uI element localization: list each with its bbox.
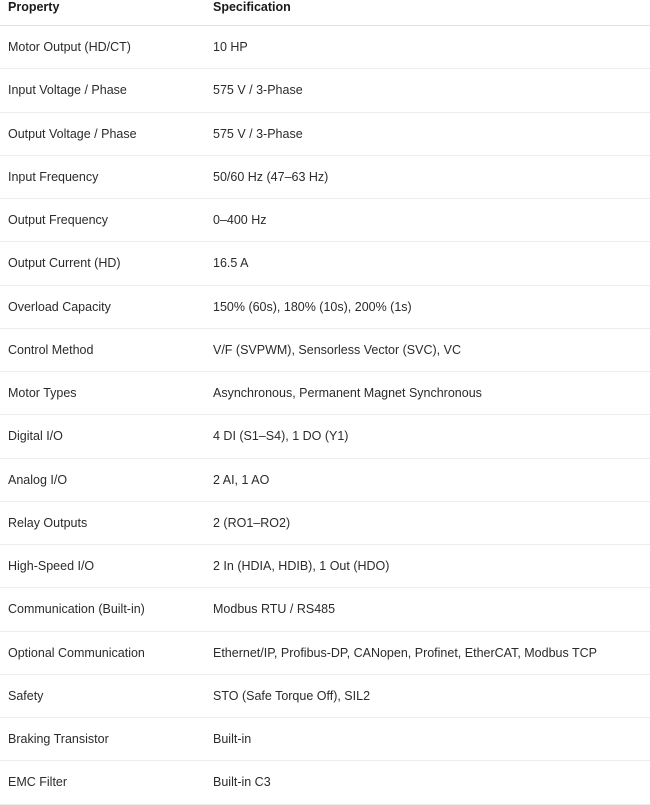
table-row (0, 631, 650, 674)
table-row (0, 26, 650, 69)
cell-property: EMC Filter (0, 761, 205, 804)
table-row (0, 588, 650, 631)
cell-specification: 2 In (HDIA, HDIB), 1 Out (HDO) (205, 545, 650, 588)
table-row (0, 501, 650, 544)
cell-property: Braking Transistor (0, 718, 205, 761)
cell-property: Digital I/O (0, 415, 205, 458)
cell-specification: 2 AI, 1 AO (205, 458, 650, 501)
table-row (0, 328, 650, 371)
table-row (0, 199, 650, 242)
cell-specification: Ethernet/IP, Profibus-DP, CANopen, Profinet, EtherCAT, Modbus TCP (205, 631, 650, 674)
table-row (0, 674, 650, 717)
table-header (0, 0, 650, 26)
column-header-specification: Specification (205, 0, 650, 26)
table-row (0, 285, 650, 328)
cell-specification: Asynchronous, Permanent Magnet Synchronous (205, 372, 650, 415)
cell-specification: Built-in C3 (205, 761, 650, 804)
table-row (0, 155, 650, 198)
cell-property: Relay Outputs (0, 501, 205, 544)
table-row (0, 718, 650, 761)
table-row (0, 545, 650, 588)
table-body (0, 26, 650, 805)
cell-property: High-Speed I/O (0, 545, 205, 588)
cell-property: Output Voltage / Phase (0, 112, 205, 155)
table-header-row (0, 0, 650, 26)
table-row (0, 415, 650, 458)
cell-property: Optional Communication (0, 631, 205, 674)
table-row (0, 458, 650, 501)
cell-property: Motor Output (HD/CT) (0, 26, 205, 69)
column-header-property: Property (0, 0, 205, 26)
cell-specification: V/F (SVPWM), Sensorless Vector (SVC), VC (205, 328, 650, 371)
cell-property: Safety (0, 674, 205, 717)
cell-property: Input Frequency (0, 155, 205, 198)
cell-specification: 10 HP (205, 26, 650, 69)
table-row (0, 372, 650, 415)
cell-specification: Modbus RTU / RS485 (205, 588, 650, 631)
cell-specification: 50/60 Hz (47–63 Hz) (205, 155, 650, 198)
table-row (0, 69, 650, 112)
cell-property: Motor Types (0, 372, 205, 415)
cell-specification: STO (Safe Torque Off), SIL2 (205, 674, 650, 717)
table-row (0, 242, 650, 285)
table-row (0, 761, 650, 804)
cell-specification: 0–400 Hz (205, 199, 650, 242)
cell-specification: 16.5 A (205, 242, 650, 285)
cell-property: Output Current (HD) (0, 242, 205, 285)
cell-specification: 2 (RO1–RO2) (205, 501, 650, 544)
cell-property: Control Method (0, 328, 205, 371)
cell-specification: 150% (60s), 180% (10s), 200% (1s) (205, 285, 650, 328)
cell-specification: 4 DI (S1–S4), 1 DO (Y1) (205, 415, 650, 458)
cell-property: Input Voltage / Phase (0, 69, 205, 112)
cell-property: Analog I/O (0, 458, 205, 501)
cell-specification: 575 V / 3-Phase (205, 112, 650, 155)
cell-specification: Built-in (205, 718, 650, 761)
cell-property: Communication (Built-in) (0, 588, 205, 631)
cell-specification: 575 V / 3-Phase (205, 69, 650, 112)
cell-property: Overload Capacity (0, 285, 205, 328)
table-row (0, 112, 650, 155)
cell-property: Output Frequency (0, 199, 205, 242)
